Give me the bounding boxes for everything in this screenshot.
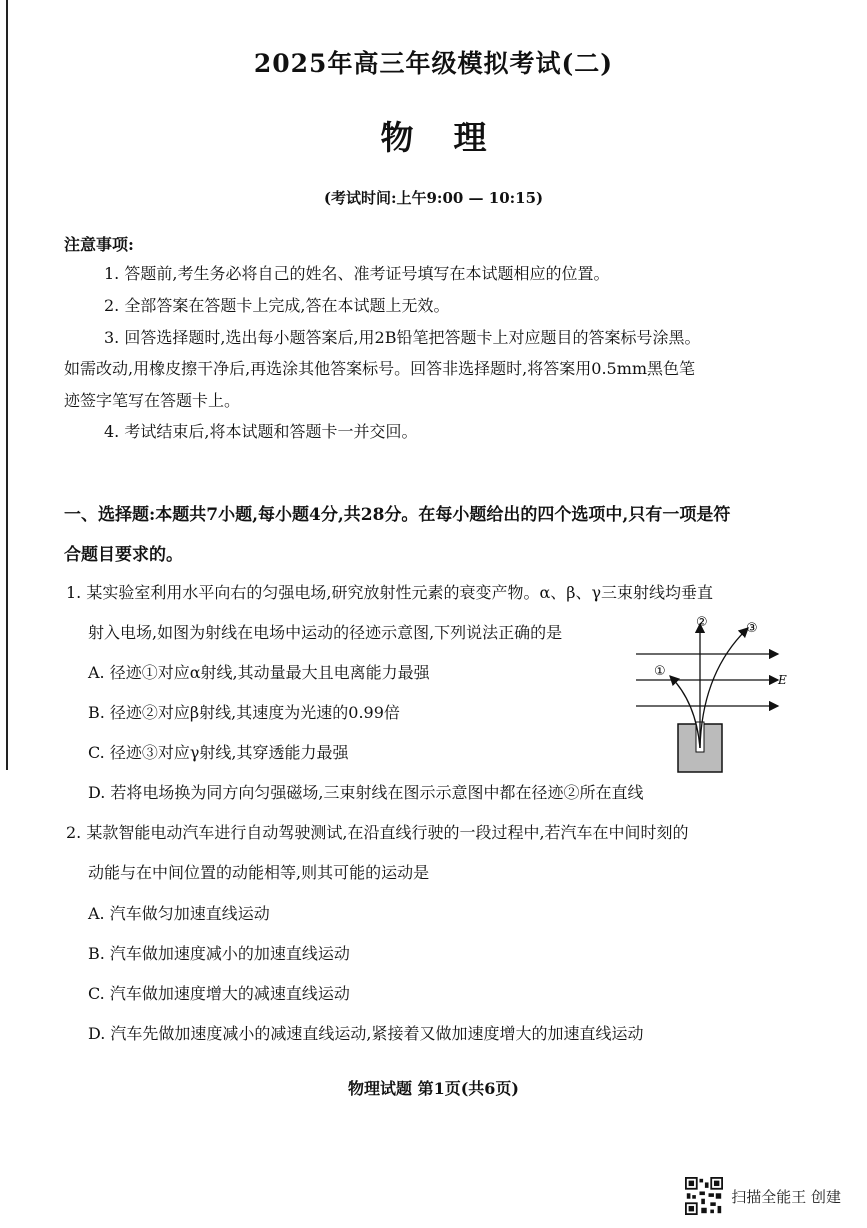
scanner-watermark <box>685 1177 841 1215</box>
notice-item-2: 2. 全部答案在答题卡上完成,答在本试题上无效。 <box>104 296 450 315</box>
field-label-e: E <box>778 673 787 687</box>
page-footer: 物理试题 第1页(共6页) <box>348 1079 519 1098</box>
q1-stem-line2: 射入电场,如图为射线在电场中运动的径迹示意图,下列说法正确的是 <box>88 623 563 642</box>
subject-title: 物理 <box>380 118 527 157</box>
section-heading: 一、选择题:本题共7小题,每小题4分,共28分。在每小题给出的四个选项中,只有一项是符 <box>64 505 731 525</box>
notice-item-3-cont2: 迹签字笔写在答题卡上。 <box>64 391 241 410</box>
q2-option-a: A. 汽车做匀加速直线运动 <box>88 904 270 923</box>
qr-code-icon <box>685 1177 723 1215</box>
q1-stem-line1: 1. 某实验室利用水平向右的匀强电场,研究放射性元素的衰变产物。α、β、γ三束射线均垂直 <box>66 583 714 602</box>
q1-option-b: B. 径迹②对应β射线,其速度为光速的0.99倍 <box>88 703 400 722</box>
q2-stem-line2: 动能与在中间位置的动能相等,则其可能的运动是 <box>88 863 430 882</box>
section-heading-cont: 合题目要求的。 <box>64 545 183 565</box>
watermark-text: 扫描全能王 创建 <box>731 1187 841 1206</box>
q1-option-d: D. 若将电场换为同方向匀强磁场,三束射线在图示示意图中都在径迹②所在直线 <box>88 783 644 802</box>
notice-item-4: 4. 考试结束后,将本试题和答题卡一并交回。 <box>104 422 418 441</box>
q2-option-d: D. 汽车先做加速度减小的减速直线运动,紧接着又做加速度增大的加速直线运动 <box>88 1024 644 1043</box>
notice-heading: 注意事项: <box>64 235 134 254</box>
q1-option-a: A. 径迹①对应α射线,其动量最大且电离能力最强 <box>88 663 430 682</box>
label-track-3: ③ <box>746 621 758 636</box>
exam-title: 2025年高三年级模拟考试(二) <box>253 49 614 78</box>
radiation-track-figure <box>632 612 792 782</box>
notice-item-3: 3. 回答选择题时,选出每小题答案后,用2B铅笔把答题卡上对应题目的答案标号涂黑。 <box>104 328 701 347</box>
q2-stem-line1: 2. 某款智能电动汽车进行自动驾驶测试,在沿直线行驶的一段过程中,若汽车在中间时刻的 <box>66 823 689 842</box>
exam-time: (考试时间:上午9:00 — 10:15) <box>323 189 544 207</box>
notice-item-1: 1. 答题前,考生务必将自己的姓名、准考证号填写在本试题相应的位置。 <box>104 264 610 283</box>
label-track-1: ① <box>654 664 666 679</box>
label-track-2: ② <box>696 615 708 630</box>
q2-option-b: B. 汽车做加速度减小的加速直线运动 <box>88 944 350 963</box>
q1-option-c: C. 径迹③对应γ射线,其穿透能力最强 <box>88 743 349 762</box>
q2-option-c: C. 汽车做加速度增大的减速直线运动 <box>88 984 350 1003</box>
notice-item-3-cont: 如需改动,用橡皮擦干净后,再选涂其他答案标号。回答非选择题时,将答案用0.5mm黑色笔 <box>64 359 696 378</box>
